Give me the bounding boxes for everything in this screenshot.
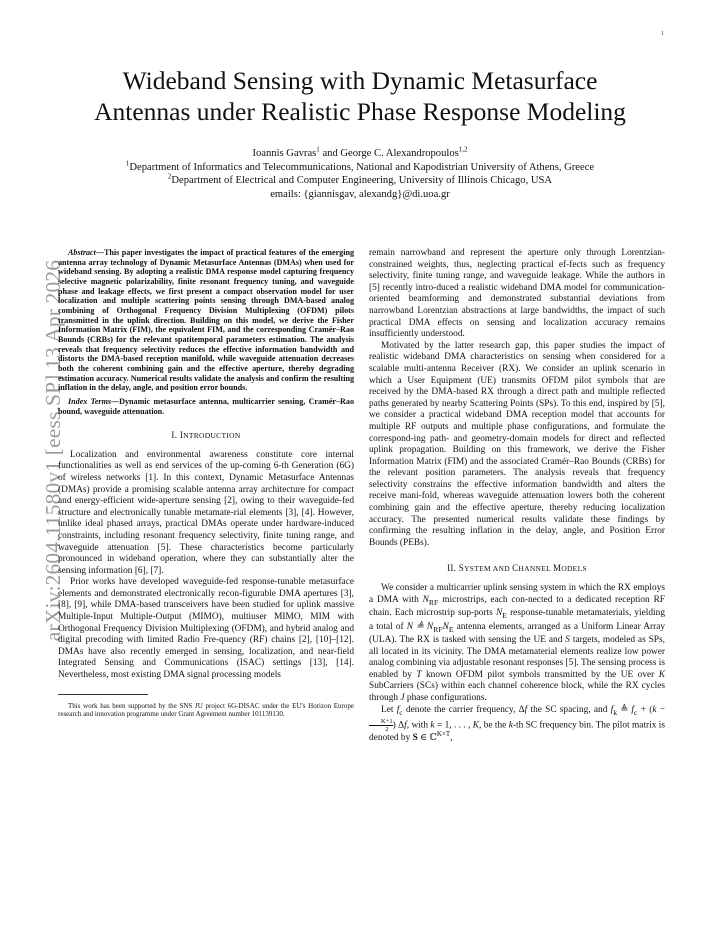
author-conjunction: and bbox=[319, 148, 341, 159]
paragraph: Prior works have developed waveguide-fed response-tunable metasurface elements and demonstrated electronically recon-figurable DMA apertures [3], [8], [9], while DMA-based transceivers have been studied for uplink massive Multiple-Input Multiple-Output (MIMO), multiuser MIMO, MIM with Orthogonal Frequency Division Multiplexing (OFDM), and hybrid analog and digital precoding with limited Radio Fre-quency (RF) chains [2], [10]–[12]. DMAs have also recently emerged in sensing, localization, and near-field Integrated Sensing and Communications (ISAC) settings [13], [14]. Nevertheless, most existing DMA signal processing models bbox=[58, 577, 354, 681]
author-affiliation-mark: 1 bbox=[316, 145, 320, 154]
arxiv-identifier-text: arXiv:2604.11580v1 [eess.SP] 13 Apr 2026 bbox=[41, 259, 66, 641]
paragraph: Motivated by the latter research gap, this paper studies the impact of realistic wideband DMA characteristics on sensing when considered for a scalable multi-antenna Receiver (RX). We consider an uplink scenario in which a User Equipment (UE) transmits OFDM pilot symbols that are received by the DMA-based RX through a direct path and multiple reflected paths generated by nearby Scattering Points (SPs). To this end, inspired by [5], we consider a practical wideband DMA reception model that accounts for multiple RF outputs and multiple phase configurations, and formulate the correspond-ing path- and geometry-domain models for direct and reflected uplink propagation. Building on this framework, we derive the Fisher Information Matrix (FIM) and the associated Cramér–Rao Bounds (CRBs) for the relevant position parameters. The analysis reveals that frequency selectivity constrains the effective information bandwidth and alters the receive mani-fold, whereas waveguide attenuation lowers both the coherent combining gain and the effective aperture, thereby reducing localization accuracy. The presented numerical results validate these findings by confirming the resulting inflation in the delay, angle, and Position Error Bounds (PEBs). bbox=[369, 340, 665, 548]
affiliation-mark: 1 bbox=[125, 158, 130, 167]
affiliation-mark: 2 bbox=[167, 172, 172, 181]
paragraph: remain narrowband and represent the aperture only through Lorentzian-constrained weights, thus, neglecting practical ef-fects such as frequency selectivity, finite tuning range, and waveguide leakage. While the authors in [5] recently intro-duced a realistic wideband DMA model for communication-oriented beamforming and demonstrated substantial deviations from narrowband Lorentzian abstractions at large bandwidths, the impact of such practical DMA effects on sensing and localization accuracy remains insufficiently understood. bbox=[369, 248, 665, 340]
index-terms-label: Index Terms bbox=[68, 396, 112, 406]
index-terms bbox=[58, 397, 354, 416]
author-line bbox=[40, 147, 680, 161]
author-name: George C. Alexandropoulos bbox=[340, 148, 459, 159]
abstract-text: —This paper investigates the impact of practical features of the emerging antenna array technology of Dynamic Metasurface Antennas (DMAs) when used for wideband sensing. By adopting a realistic DMA response model capturing frequency selective magnetic polarizability, finite resonant frequency tuning, and waveguide phase and leakage effects, we first present a compact observation model for user localization and multiple scattering points sensing through DMA-based analog combining of Orthogonal Frequency Division Multiplexing (OFDM) pilots transmitted in the uplink direction. Building on this model, we derive the Fisher Information Matrix (FIM), the equivalent FIM, and the corresponding Cramér–Rao Bounds (CRBs) for the relevant spatitemporal parameters estimation. The analysis reveals that frequency selectivity reduces the effective information bandwidth and distorts the DMA-based reception manifold, while waveguide attenuation decreases both the coherent combining gain and the effective aperture, thereby degrading estimation accuracy. Numerical results validate the analysis and confirm the resulting inflation in the delay, angle, and position error bounds. bbox=[58, 248, 354, 393]
affiliation-line bbox=[40, 158, 680, 175]
paragraph: Let $f_c$ denote the carrier frequency, Δf the SC spacing, and $f_k$ ≜ $f_c + (k$ − $\frac{K+1}{2}$ ) Δf, with k = 1, . . . , K, be the k-th SC frequency bin. The pilot matrix is denoted by S ∈ ℂ$^{K\times T}$, bbox=[369, 704, 665, 743]
paragraph: Localization and environmental awareness constitute core internal functionalities as well as end services of the up-coming 6-th Generation (6G) of wireless networks [1]. In this context, Dynamic Metasurface Antennas (DMAs) provide a promising scalable antenna array architecture for compact and energy-efficient wide-aperture sensing [2], owing to their waveguide-fed structure and electronically tunable metamate-rial elements [3], [4]. However, unlike ideal phased arrays, practical DMAs operate under hardware-induced constraints, including resonant frequency selectivity, finite tuning range, and waveguide attenuation [5]. These characteristics become particularly pronounced in wideband operation, where they can substantially alter the sensing information [6], [7]. bbox=[58, 449, 354, 576]
section-heading-introduction: I. INTRODUCTION bbox=[171, 430, 241, 441]
section-heading-system-model: II. SYSTEM AND CHANNEL MODELS bbox=[447, 563, 587, 574]
left-column bbox=[58, 248, 354, 726]
fraction: $\frac{K+1}{2}$ bbox=[369, 718, 393, 733]
page-number: 1 bbox=[661, 31, 664, 37]
affiliation-text: Department of Informatics and Telecommunications, National and Kapodistrian University of Athens, Greece bbox=[129, 161, 595, 173]
footnote-divider bbox=[58, 694, 148, 695]
funding-footnote: This work has been supported by the SNS JU project 6G-DISAC under the EU's Horizon Europe research and innovation programme under Grant Agreement number 101139130. bbox=[58, 701, 354, 719]
emails-line: emails: {giannisgav, alexandg}@di.uoa.gr bbox=[270, 188, 450, 200]
paper-title-line2: Antennas under Realistic Phase Response Modeling bbox=[94, 97, 626, 126]
author-affiliation-mark: 1,2 bbox=[458, 145, 468, 154]
author-name: Ioannis Gavras bbox=[252, 148, 317, 159]
affiliation-text: Department of Electrical and Computer Engineering, University of Illinois Chicago, USA bbox=[171, 175, 553, 186]
affiliation-line bbox=[40, 174, 680, 188]
authors-block bbox=[40, 147, 680, 201]
paper-title bbox=[40, 65, 680, 127]
index-terms-text: —Dynamic metasurface antenna, multicarrier sensing, Cramér–Rao bound, waveguide attenuation. bbox=[58, 396, 354, 416]
abstract-label: Abstract bbox=[68, 248, 96, 257]
right-column bbox=[369, 248, 665, 745]
paragraph: We consider a multicarrier uplink sensing system in which the RX employs a DMA with $N_{RF}$ microstrips, each con-nected to a dedicated reception RF chain. Each microstrip sup-ports $N_E$ response-tunable metamaterials, yielding a total of N ≜ $N_{RF}N_E$ antenna elements, arranged as a Uniform Linear Array (ULA). The RX is tasked with sensing the UE and S targets, modeled as SPs, all located in its vicinity. The DMA metamaterial elements realize low power analog combining via adjustable resonant responses [5]. The sensing process is enabled by T known OFDM pilot symbols transmitted by the UE over K SubCarriers (SCs) within each channel coherence block, while the RX cycles through J phase configurations. bbox=[369, 583, 666, 703]
abstract bbox=[58, 248, 354, 393]
paper-title-line1: Wideband Sensing with Dynamic Metasurface bbox=[122, 66, 598, 95]
